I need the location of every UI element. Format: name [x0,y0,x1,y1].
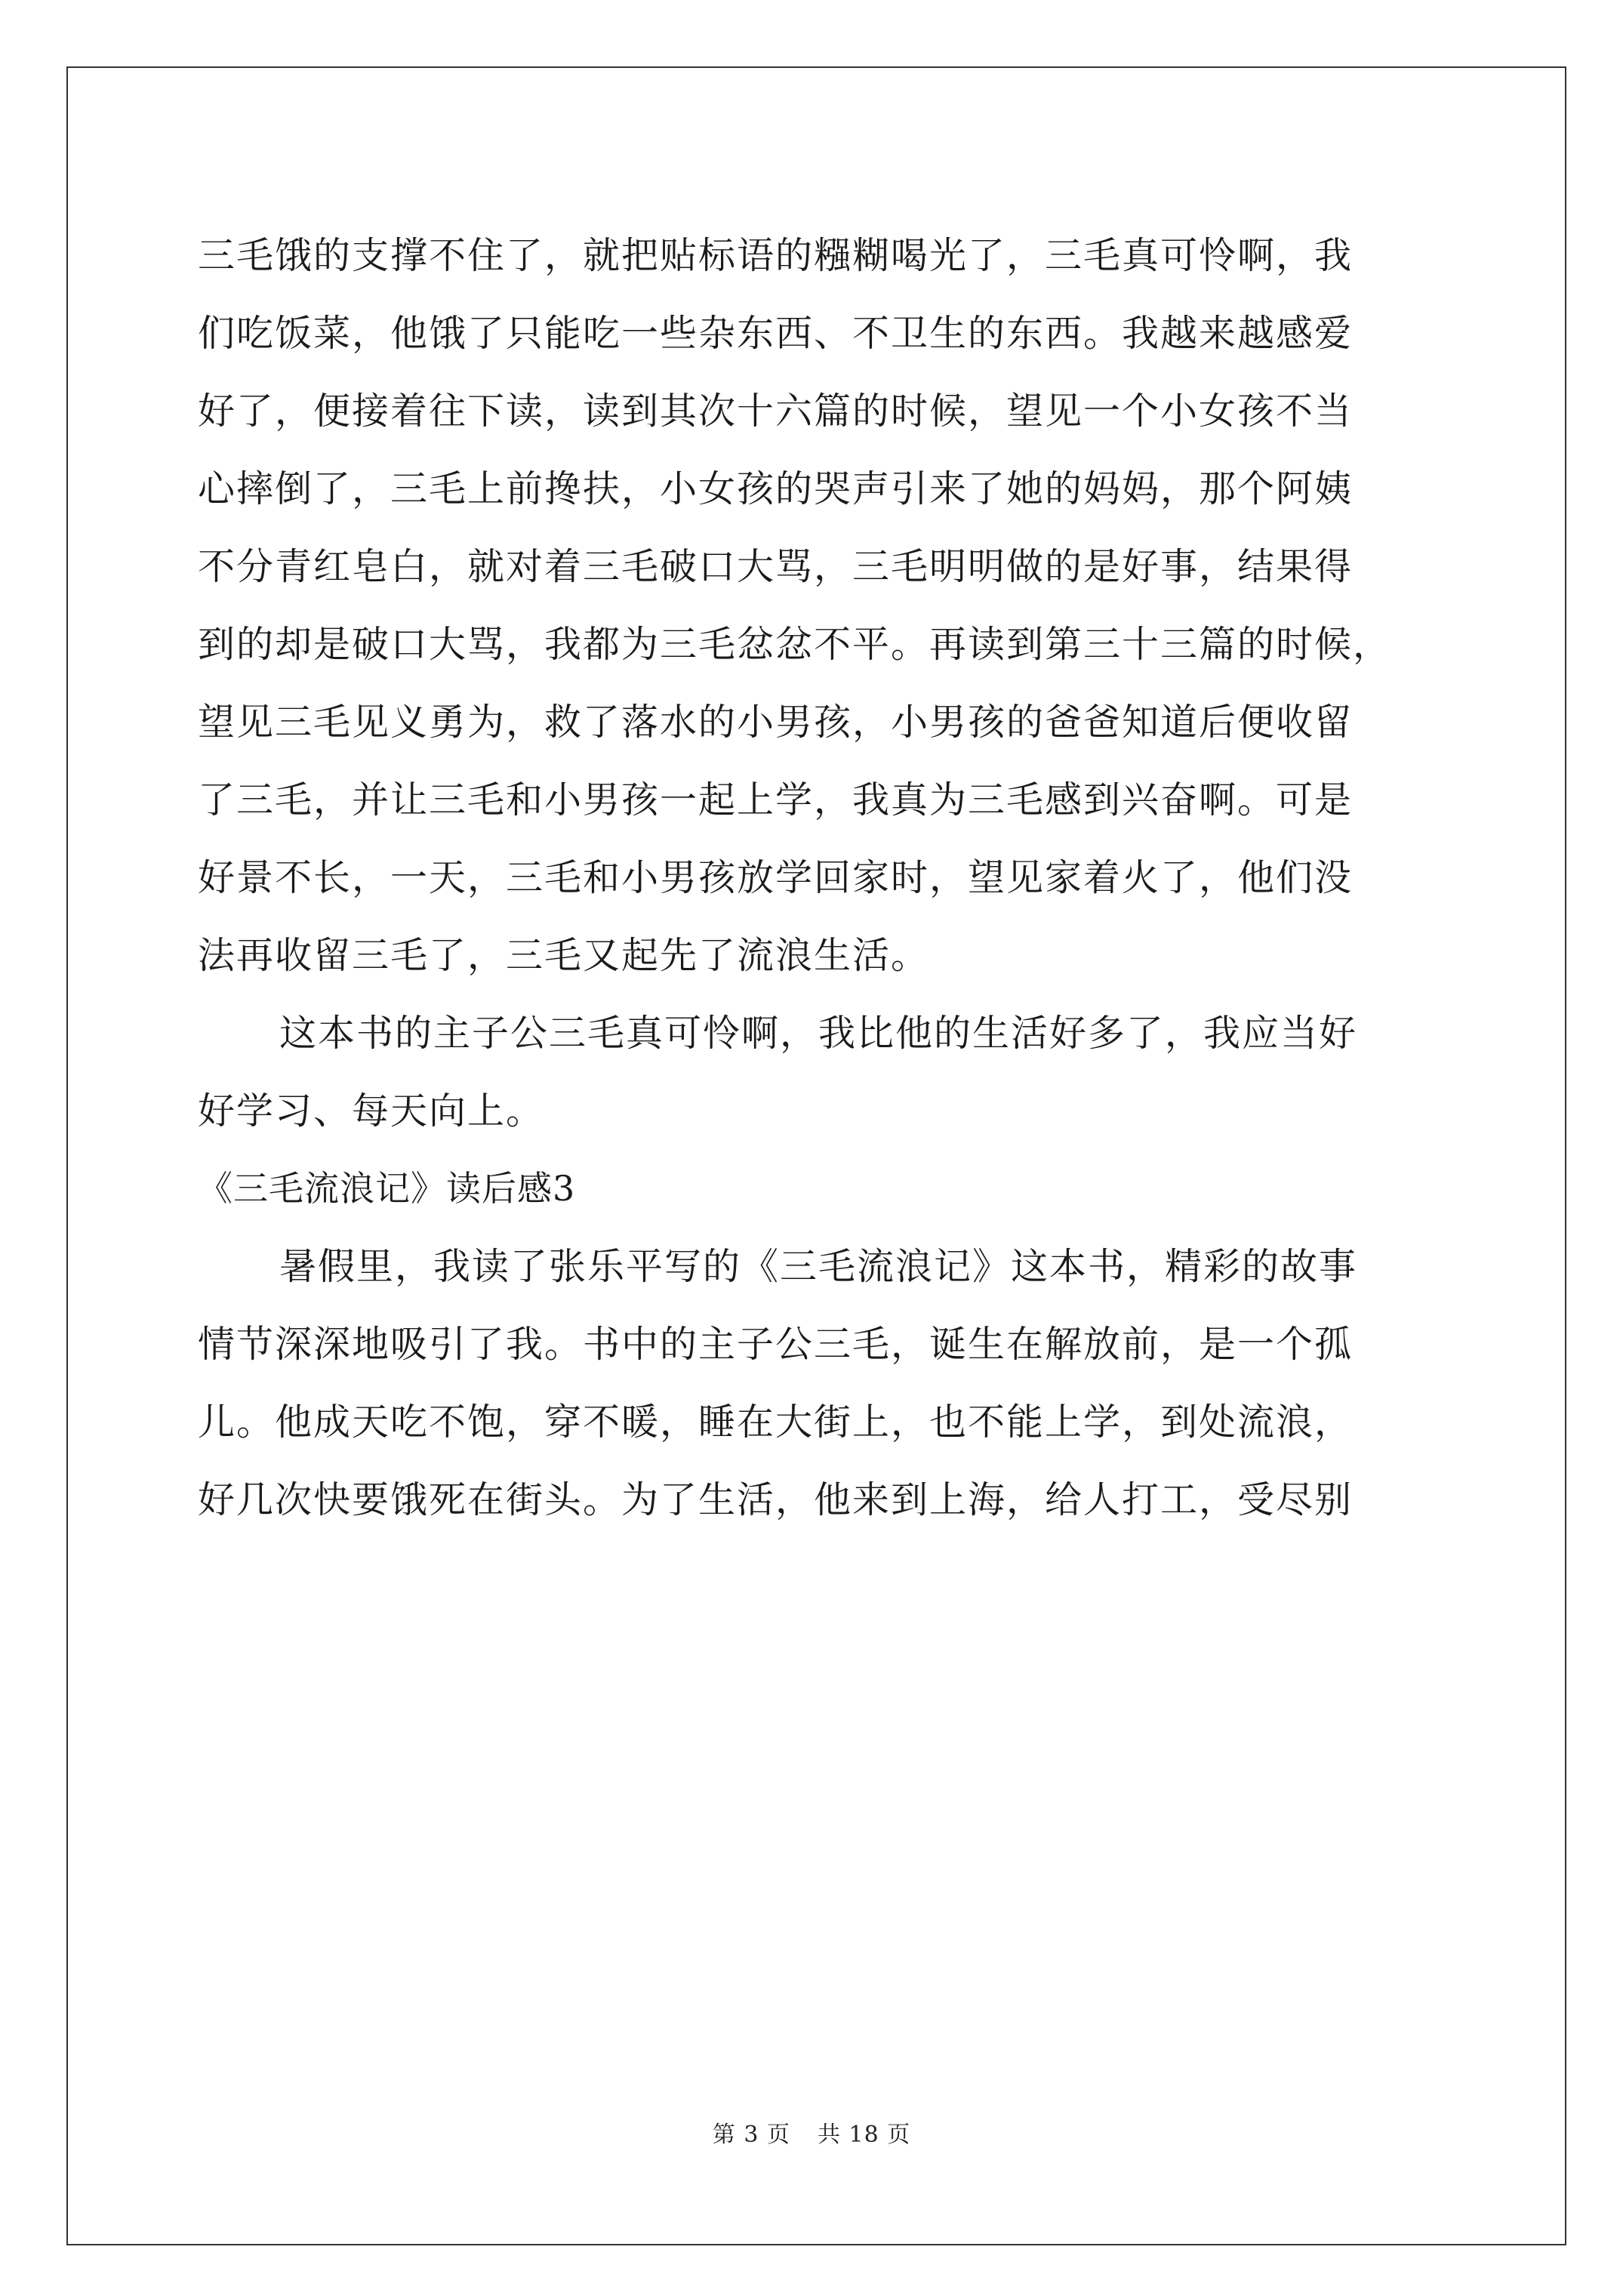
text-line: 好几次快要饿死在街头。为了生活，他来到上海，给人打工，受尽别 [198,1478,1354,1521]
document-body [198,217,1436,1539]
page-footer [0,2116,1623,2149]
text-line: 们吃饭菜，他饿了只能吃一些杂东西、不卫生的东西。我越来越感爱 [198,312,1354,355]
text-line: 这本书的主子公三毛真可怜啊，我比他的生活好多了，我应当好 [279,1012,1358,1055]
text-line: 暑假里，我读了张乐平写的《三毛流浪记》这本书，精彩的故事 [279,1245,1358,1288]
text-line: 了三毛，并让三毛和小男孩一起上学，我真为三毛感到兴奋啊。可是 [198,778,1354,821]
page-number: 第 3 页 [712,2122,790,2148]
text-line: 法再收留三毛了，三毛又起先了流浪生活。 [198,934,930,977]
text-line: 好学习、每天向上。 [198,1089,545,1133]
text-line: 好了，便接着往下读，读到其次十六篇的时候，望见一个小女孩不当 [198,390,1354,433]
text-line: 心摔倒了，三毛上前搀扶，小女孩的哭声引来了她的妈妈，那个阿姨 [198,467,1354,510]
text-line: 好景不长，一天，三毛和小男孩放学回家时，望见家着火了，他们没 [198,856,1354,899]
text-line: 到的却是破口大骂，我都为三毛忿忿不平。再读到第三十三篇的时候， [198,623,1392,666]
text-line: 三毛饿的支撑不住了，就把贴标语的糨糊喝光了，三毛真可怜啊，我 [198,234,1354,277]
page-total: 共 18 页 [817,2122,911,2148]
text-line: 望见三毛见义勇为，救了落水的小男孩，小男孩的爸爸知道后便收留 [198,701,1354,744]
text-line: 儿。他成天吃不饱，穿不暖，睡在大街上，也不能上学，到处流浪， [198,1401,1354,1444]
text-line: 情节深深地吸引了我。书中的主子公三毛，诞生在解放前，是一个孤 [198,1323,1354,1366]
text-line: 不分青红皂白，就对着三毛破口大骂，三毛明明做的是好事，结果得 [198,545,1354,588]
section-heading: 《三毛流浪记》读后感3 [198,1168,576,1209]
